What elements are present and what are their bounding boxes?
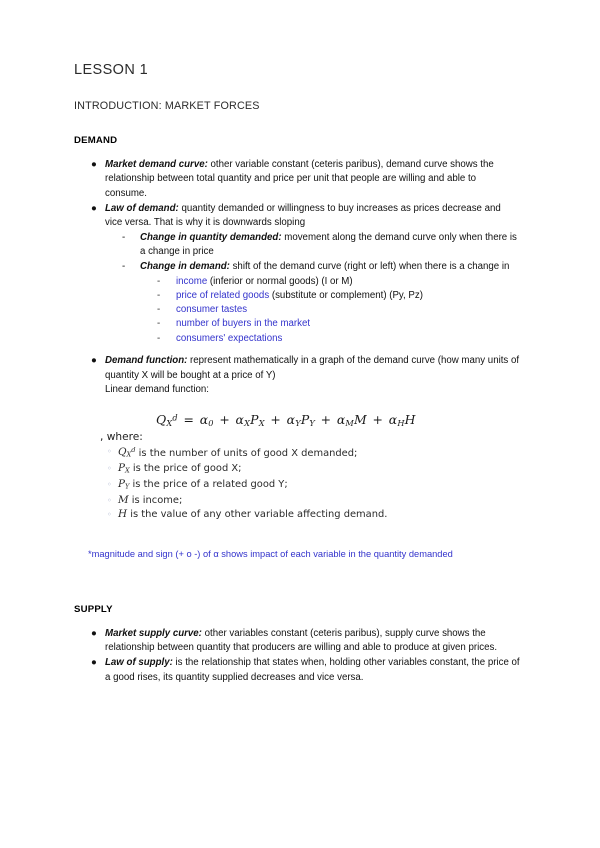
dash-icon: - [157, 332, 161, 344]
bullet-lead: Law of demand: [105, 202, 179, 214]
bullet-icon: ● [91, 657, 97, 669]
symbol: M [118, 494, 129, 507]
bullet-icon: ● [91, 158, 97, 170]
bullet-text: other variables constant (ceteris paribus), supply curve shows the relationship between quantity that producers are willing and able to produce at given prices. [105, 627, 498, 654]
linear-demand-label: Linear demand function: [105, 384, 209, 396]
dash-icon: - [122, 231, 126, 243]
bullet-icon: ● [91, 627, 97, 639]
demand-function-list [74, 354, 520, 398]
circle-bullet-icon: ◦ [107, 496, 112, 506]
bullet-lead: Demand function: [105, 355, 188, 367]
document-content [74, 62, 520, 685]
list-item [74, 445, 520, 463]
circle-bullet-icon: ◦ [107, 464, 112, 474]
list-item [140, 332, 520, 346]
symbol: $P_Y$ [118, 478, 130, 491]
list-item [74, 158, 520, 202]
dash-icon: - [157, 304, 161, 316]
dash-icon: - [157, 318, 161, 330]
list-item [74, 656, 520, 685]
document-subtitle: INTRODUCTION: MARKET FORCES [74, 100, 260, 113]
symbol: $P_X$ [118, 462, 130, 475]
linear-demand-equation: $Q_X^d = \alpha_0 + \alpha_XP_X + \alpha_YP_Y + \alpha_MM + \alpha_HH$ [156, 411, 416, 428]
change-factors-list [140, 275, 520, 346]
list-item [74, 462, 520, 478]
sub-bullet-lead: Change in quantity demanded: [140, 231, 282, 243]
symbol-definitions-list [74, 445, 520, 522]
bullet-lead: Market demand curve: [105, 158, 208, 170]
list-item [140, 303, 520, 317]
factor-label: price of related goods [176, 289, 270, 301]
definition-text: is the value of any other variable affecting demand. [127, 508, 388, 520]
circle-bullet-icon: ◦ [107, 446, 112, 456]
factor-label: consumers' expectations [176, 332, 283, 344]
bullet-text: represent mathematically in a graph of the demand curve (how many units of quantity X will be bought at a price of Y) [105, 355, 520, 381]
sub-bullet-text: shift of the demand curve (right or left) when there is a change in [229, 261, 510, 272]
list-item [140, 289, 520, 303]
bullet-text: quantity demanded or willingness to buy increases as prices decrease and vice versa. That is why it is downwards sloping [105, 202, 501, 229]
equation-block [74, 412, 520, 428]
dash-icon: - [157, 275, 161, 287]
bullet-lead: Law of supply: [105, 657, 173, 669]
list-item [105, 260, 520, 346]
footnote-text: *magnitude and sign (+ o -) of α shows impact of each variable in the quantity demanded [88, 549, 453, 560]
sub-bullet-text: movement along the demand curve only when there is a change in price [140, 231, 517, 258]
section-heading-demand: DEMAND [74, 135, 118, 147]
list-item [105, 231, 520, 260]
bullet-lead: Market supply curve: [105, 627, 202, 639]
factor-note: (inferior or normal goods) (I or M) [207, 275, 353, 287]
demand-bullet-list [74, 158, 520, 346]
spacer [74, 346, 520, 354]
list-item [140, 275, 520, 289]
circle-bullet-icon: ◦ [107, 480, 112, 490]
definition-text: is the number of units of good X demanded; [135, 447, 358, 459]
bullet-text: other variable constant (ceteris paribus), demand curve shows the relationship between total quantity and price per unit that people are willing and able to consume. [105, 158, 494, 200]
dash-icon: - [122, 261, 126, 272]
page-title: LESSON 1 [74, 62, 149, 78]
factor-label: income [176, 275, 208, 287]
factor-label: consumer tastes [176, 304, 248, 316]
list-item [140, 317, 520, 331]
factor-label: number of buyers in the market [176, 318, 311, 330]
symbol: H [118, 507, 128, 520]
definition-text: is income; [128, 495, 183, 507]
list-item [74, 627, 520, 656]
law-of-demand-sublist [105, 231, 520, 346]
list-item [74, 478, 520, 494]
bullet-icon: ● [91, 355, 97, 367]
list-item [74, 494, 520, 508]
bullet-text: is the relationship that states when, holding other variables constant, the price of a good rises, its quantity supplied decreases and vice versa. [105, 657, 520, 683]
list-item [74, 508, 520, 522]
symbol: $Q_X^d$ [118, 446, 136, 459]
section-heading-supply: SUPPLY [74, 604, 113, 616]
definition-text: is the price of good X; [129, 463, 242, 475]
list-item [74, 202, 520, 346]
spacer [74, 561, 520, 604]
list-item [74, 354, 520, 398]
circle-bullet-icon: ◦ [107, 509, 112, 519]
where-label: , where: [100, 430, 143, 443]
factor-note: (substitute or complement) (Py, Pz) [269, 289, 423, 301]
supply-bullet-list [74, 627, 520, 685]
dash-icon: - [157, 289, 161, 301]
definition-text: is the price of a related good Y; [129, 479, 288, 491]
bullet-icon: ● [91, 202, 97, 214]
sub-bullet-lead: Change in demand: [140, 261, 230, 272]
